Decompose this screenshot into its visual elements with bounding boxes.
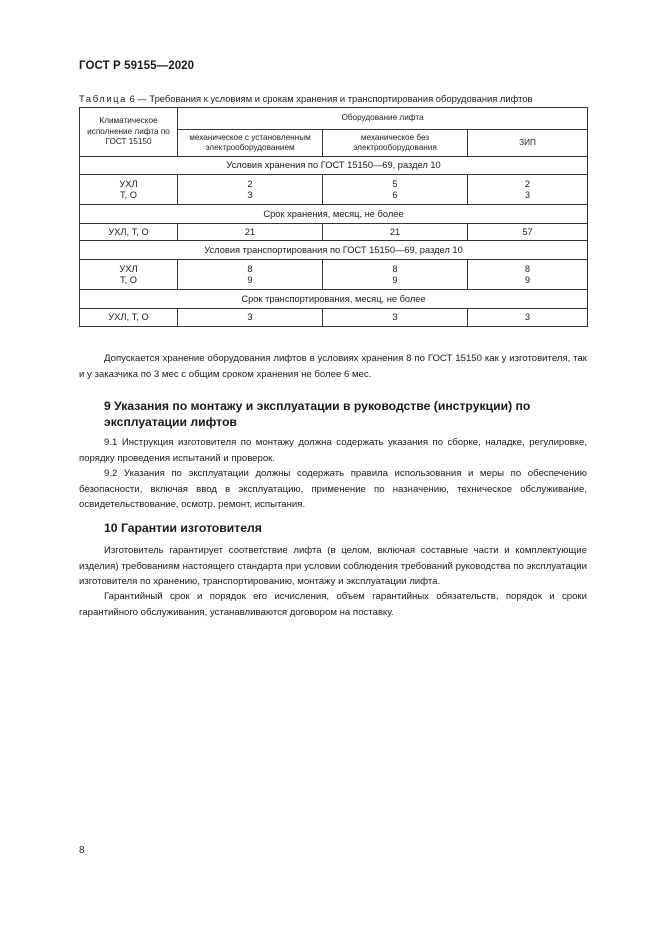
cell-value: 5 [392,178,398,189]
section-10-p1: Изготовитель гарантирует соответствие лифта (в целом, включая составные части и комплектующие изделия) требованиям настоящего стандарта при условии соблюдения требований руководства по эксплуатации изготовителя по хранению, транспортированию, монтажу и эксплуатации лифта. [79,545,587,587]
cell-col1: 21 [178,224,323,241]
section-title-row [80,290,588,309]
cell-col2: 21 [323,224,468,241]
cell-col3 [468,260,588,290]
table-row [80,224,588,241]
document-header: ГОСТ Р 59155—2020 [79,60,195,72]
cell-value: 2 [524,178,531,189]
cell-value: УХЛ [119,178,138,189]
cell-climate [80,260,178,290]
cell-value: 6 [392,189,398,200]
cell-value: Т, О [119,274,138,285]
cell-col2: 3 [323,309,468,327]
cell-value: УХЛ [119,263,138,274]
table-row [80,309,588,327]
section-title-row [80,205,588,224]
cell-col3: 3 [468,309,588,327]
cell-value: 9 [247,274,253,285]
header-mechanical-without-electric: механическое без электрооборудования [323,130,468,157]
section-9-1-paragraph: 9.1 Инструкция изготовителя по монтажу должна содержать указания по сборке, наладке, регулировке, порядку проведения испытаний и проверок. [79,437,587,464]
cell-col3: 57 [468,224,588,241]
cell-value: 9 [392,274,398,285]
cell-value: 2 [247,178,253,189]
header-spare-parts: ЗИП [468,130,588,157]
cell-climate: УХЛ, Т, О [80,224,178,241]
cell-value: 8 [392,263,398,274]
table-row [80,175,588,205]
cell-col1 [178,175,323,205]
page-number: 8 [79,845,85,856]
section-10-p2: Гарантийный срок и порядок его исчисления, объем гарантийных обязательств, порядок и сроки гарантийного обслуживания, устанавливаются договором на поставку. [79,591,587,618]
cell-climate: УХЛ, Т, О [80,309,178,327]
header-climatic-version: Климатическое исполнение лифта по ГОСТ 15150 [80,108,178,157]
header-equipment-group: Оборудование лифта [178,108,588,130]
section-title-row [80,241,588,260]
section-9-heading: 9 Указания по монтажу и эксплуатации в руководстве (инструкции) по эксплуатации лифтов [104,399,531,429]
table-caption [79,93,599,104]
section-title-row [80,157,588,175]
cell-col3 [468,175,588,205]
storage-requirements-table [79,107,588,327]
table-caption-label: Таблица [79,93,127,104]
cell-col1 [178,260,323,290]
cell-value: 3 [524,189,531,200]
cell-col1: 3 [178,309,323,327]
cell-value: 3 [247,189,253,200]
table-header-row [80,108,588,130]
table-row [80,260,588,290]
section-title: Срок транспортирования, месяц, не более [80,290,588,309]
cell-value: 8 [247,263,253,274]
cell-value: 9 [524,274,531,285]
cell-climate [80,175,178,205]
header-mechanical-with-electric: механическое с установленным электрооборудованием [178,130,323,157]
section-10-heading: 10 Гарантии изготовителя [104,521,262,535]
cell-col2 [323,175,468,205]
cell-value: Т, О [119,189,138,200]
section-title: Срок хранения, месяц, не более [80,205,588,224]
section-9-2-paragraph: 9.2 Указания по эксплуатации должны содержать правила использования и меры по обеспечению безопасности, включая ввод в эксплуатацию, применение по назначению, техническое обслуживание, освидетельствование, осмотр, ремонт, испытания. [79,468,587,510]
section-title: Условия транспортирования по ГОСТ 15150—69, раздел 10 [80,241,588,260]
table-caption-text: 6 — Требования к условиям и срокам хранения и транспортирования оборудования лифтов [126,93,533,104]
section-title: Условия хранения по ГОСТ 15150—69, раздел 10 [80,157,588,175]
cell-value: 8 [524,263,531,274]
storage-note-paragraph: Допускается хранение оборудования лифтов в условиях хранения 8 по ГОСТ 15150 как у изготовителя, так и у заказчика по 3 мес с общим сроком хранения не более 6 мес. [79,353,587,380]
cell-col2 [323,260,468,290]
